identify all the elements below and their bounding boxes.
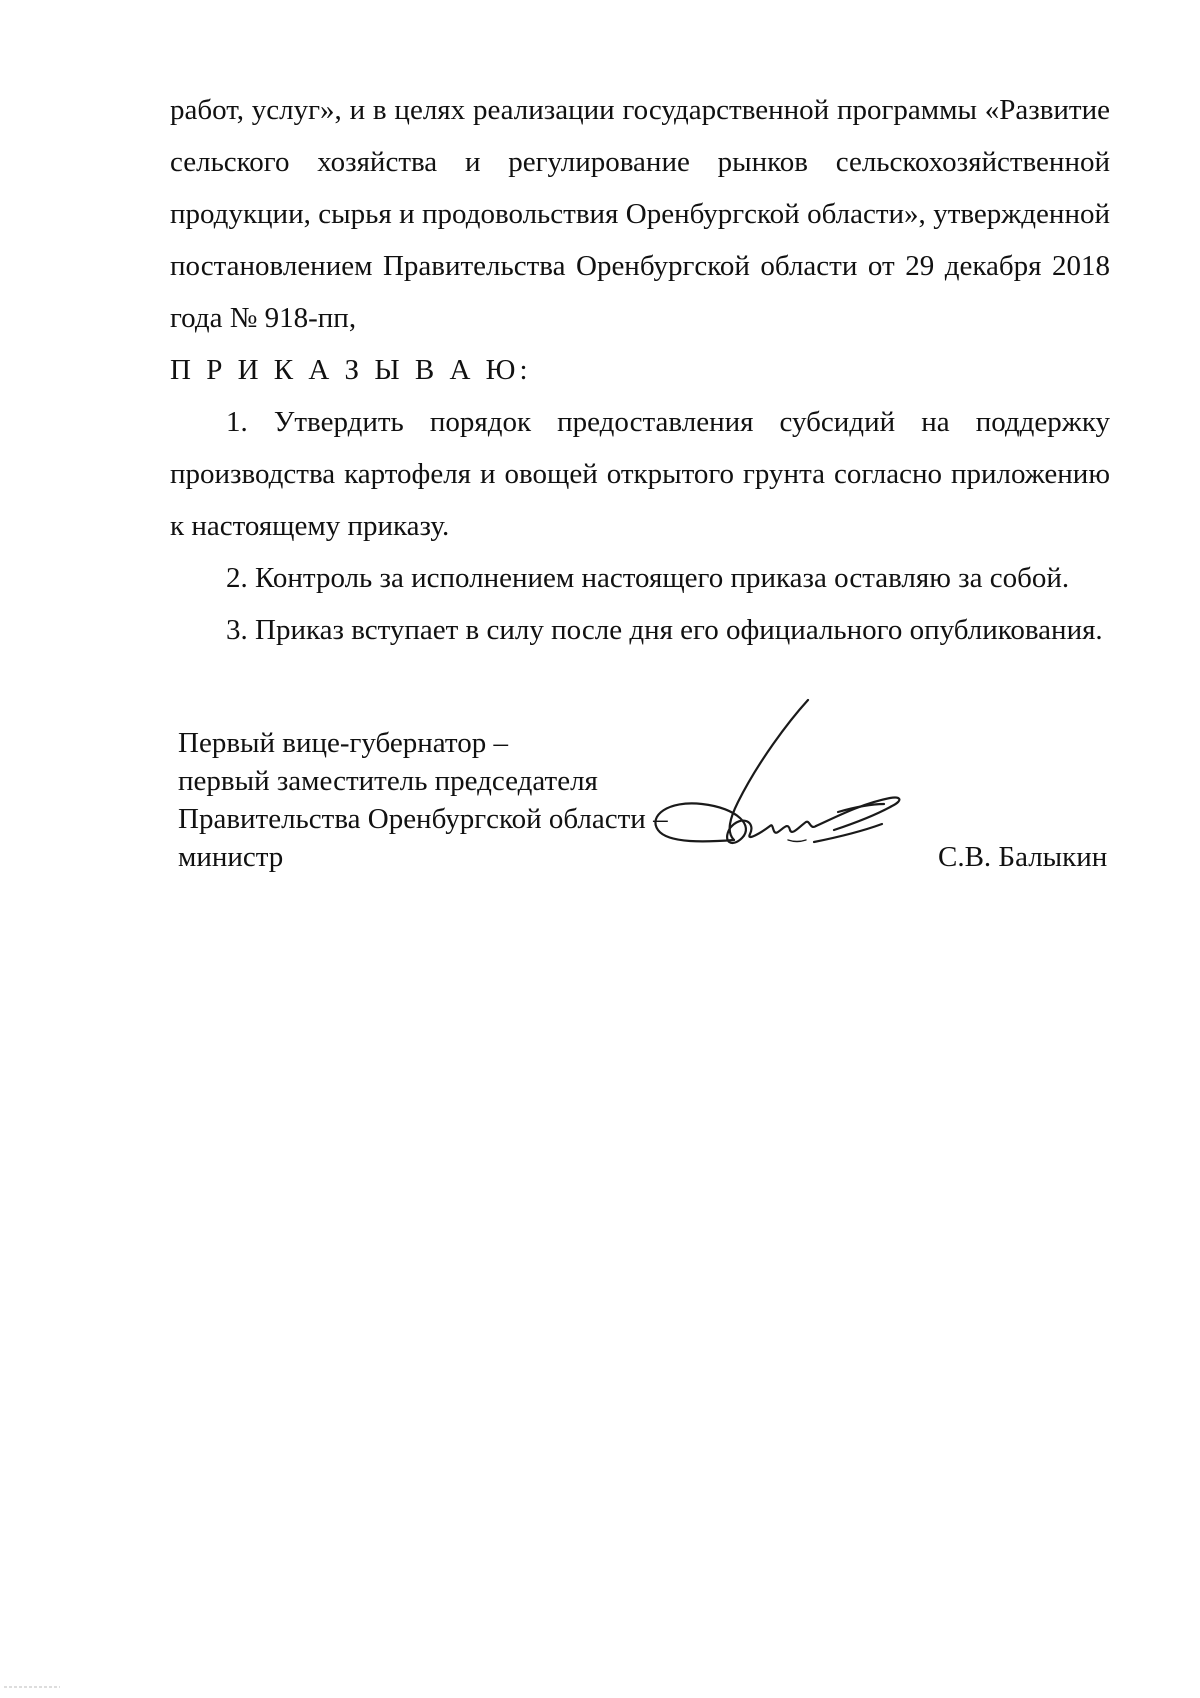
signer-title-line-2: первый заместитель председателя (178, 765, 598, 797)
scan-artifact-mark (4, 1684, 64, 1690)
signer-title-line-3: Правительства Оренбургской области – (178, 803, 668, 835)
handwritten-signature (638, 692, 918, 882)
order-word: П Р И К А З Ы В А Ю: (170, 354, 532, 386)
signer-title-line-1: Первый вице-губернатор – (178, 727, 508, 759)
signer-title-line-4: министр (178, 841, 284, 873)
document-body (170, 84, 1110, 656)
signer-name: С.В. Балыкин (938, 841, 1108, 873)
signature-block (178, 724, 1128, 884)
signer-title (178, 724, 668, 876)
intro-paragraph: работ, услуг», и в целях реализации государственной программы «Развитие сельского хозяйства и регулирование рынков сельскохозяйственной продукции, сырья и продовольствия Оренбургской области», утвержденной постановлением Правительства Оренбургской области от 29 декабря 2018 года № 918-пп, (170, 94, 1110, 334)
order-item-1: 1. Утвердить порядок предоставления субсидий на поддержку производства картофеля и овощей открытого грунта согласно приложению к настоящему приказу. (170, 406, 1110, 542)
order-item-2: 2. Контроль за исполнением настоящего приказа оставляю за собой. (226, 562, 1070, 594)
order-item-3: 3. Приказ вступает в силу после дня его официального опубликования. (226, 614, 1103, 646)
